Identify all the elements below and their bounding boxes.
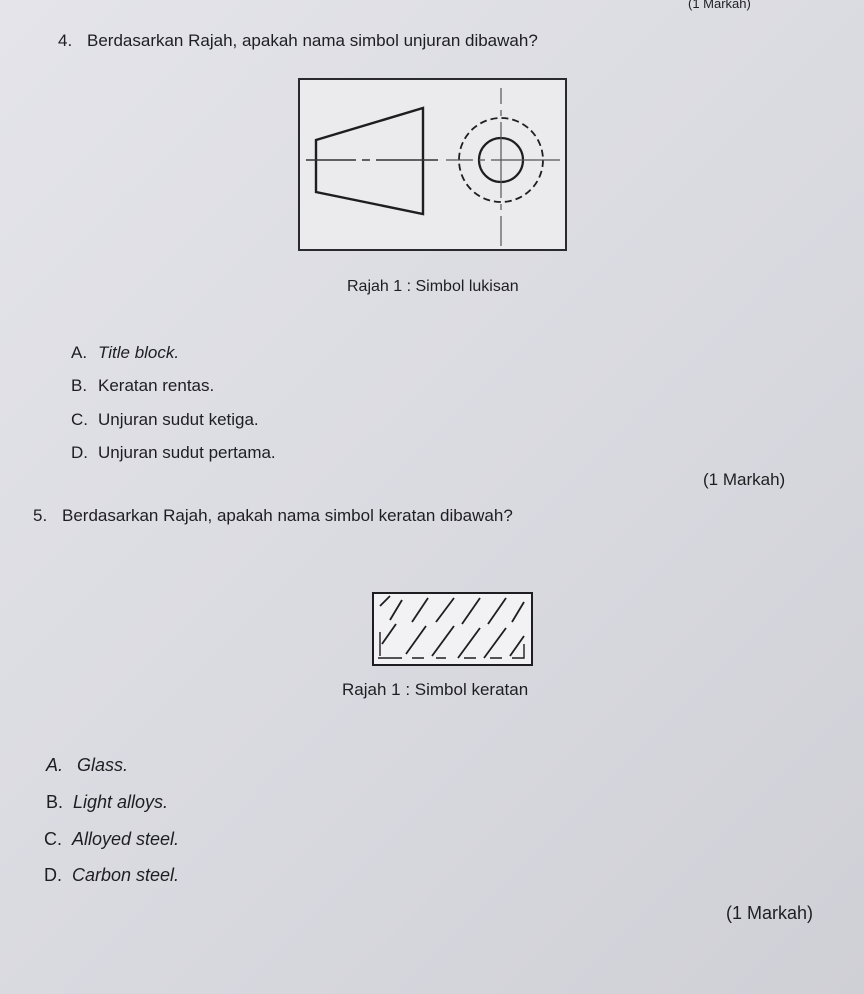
q5-caption: Rajah 1 : Simbol keratan <box>342 680 529 699</box>
q5-option-a-text: Glass. <box>77 755 129 775</box>
q5-mark: (1 Markah) <box>726 903 814 923</box>
top-mark: (1 Markah) <box>688 0 751 11</box>
q4-option-c-text: Unjuran sudut ketiga. <box>98 410 259 429</box>
q4-option-a-text: Title block. <box>98 343 180 362</box>
q5-option-b-text: Light alloys. <box>73 792 169 812</box>
q4-caption: Rajah 1 : Simbol lukisan <box>347 278 519 295</box>
q5-option-d-letter: D. <box>44 865 62 885</box>
q4-number: 4. <box>58 31 73 50</box>
q4-option-c-letter: C. <box>71 410 88 429</box>
section-symbol-figure <box>372 592 534 666</box>
q4-option-d-letter: D. <box>71 443 88 462</box>
projection-symbol-figure <box>298 78 568 252</box>
q4-option-b-text: Keratan rentas. <box>98 376 215 395</box>
q4-option-d-text: Unjuran sudut pertama. <box>98 443 276 462</box>
q4-option-b-letter: B. <box>71 376 88 395</box>
q5-number: 5. <box>33 506 48 525</box>
q5-option-c-text: Alloyed steel. <box>72 829 180 849</box>
q4-option-a-letter: A. <box>71 343 88 362</box>
q4-mark: (1 Markah) <box>703 470 786 489</box>
q4-question: Berdasarkan Rajah, apakah nama simbol unjuran dibawah? <box>87 31 538 50</box>
q5-option-b-letter: B. <box>46 792 64 812</box>
q5-option-a-letter: A. <box>46 755 64 775</box>
q5-question: Berdasarkan Rajah, apakah nama simbol keratan dibawah? <box>62 506 513 525</box>
q5-option-d-text: Carbon steel. <box>72 865 180 885</box>
figure-frame <box>299 79 566 250</box>
q5-option-c-letter: C. <box>44 829 62 849</box>
